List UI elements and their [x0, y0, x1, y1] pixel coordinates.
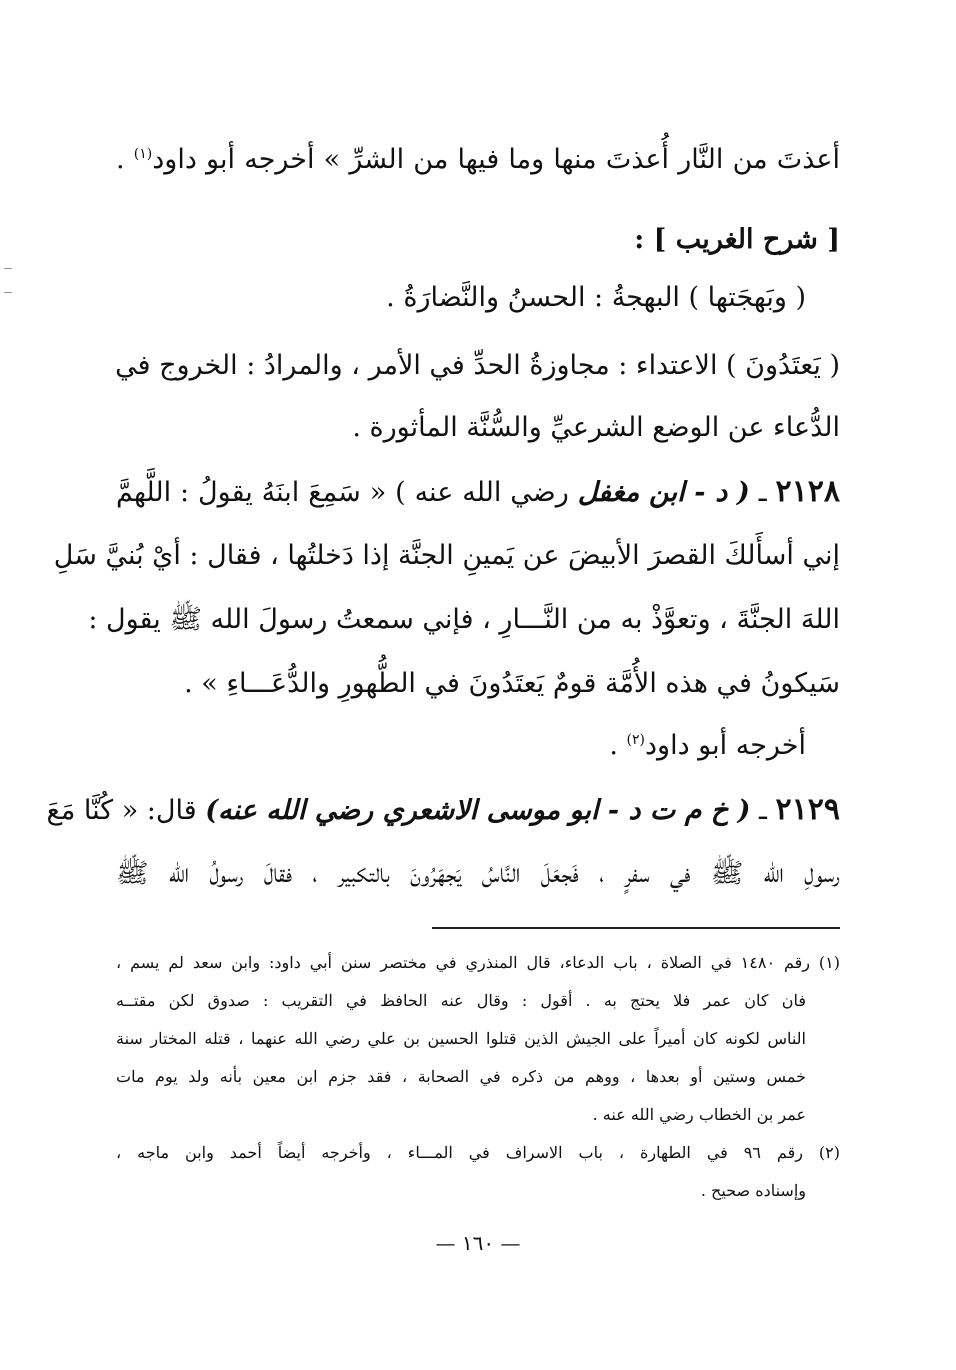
text-line-10-end: .	[609, 730, 618, 761]
text-line-1-end: .	[116, 144, 125, 175]
footnote-2-line-1: (٢) رقم ٩٦ في الطهارة ، باب الاسراف في المـــاء ، وأخرجه أيضاً أحمد وابن ماجه ،	[116, 1143, 841, 1162]
page-number: — ١٦٠ —	[435, 1231, 521, 1255]
footnote-1-line-2: فان كان عمر فلا يحتج به . أقول : وقال عنه الحافظ في التقريب : صدوق لكن مقتــه	[116, 991, 806, 1010]
text-line-8: اللهَ الجنَّةَ ، وتعوَّذْ به من النَّـــارِ ، فإني سمعتُ رسولَ الله ﷺ يقول :	[88, 604, 840, 635]
hadith-2128-dash: ـ	[758, 477, 767, 508]
hadith-2129-dash: ـ	[759, 795, 767, 826]
hadith-2128-heading	[116, 464, 840, 520]
text-line-9: سَيكونُ في هذه الأُمَّة قومٌ يَعتَدُونَ في الطُّهورِ والدُّعَـــاءِ » .	[184, 668, 840, 699]
hadith-2129-heading	[46, 782, 840, 838]
text-line-7: إني أسأَلكَ القصرَ الأبيضَ عن يَمينِ الجنَّة إذا دَخلتُها ، فقال : أيْ بُنيَّ سَلِ	[53, 540, 840, 571]
footnote-1-line-3: الناس لكونه كان أميراً على الجيش الذين قتلوا الحسين بن علي رضي الله عنهما ، قتله المختار سنة	[116, 1029, 806, 1048]
text-line-1-content: أعذتَ من النَّار أُعذتَ منها وما فيها من الشرِّ » أخرجه أبو داود	[152, 144, 840, 175]
footnote-ref-2: (٢)	[626, 732, 646, 748]
hadith-2128-intro: رضي الله عنه ) « سَمِعَ ابنَهُ يقولُ : اللَّهمَّ	[116, 477, 569, 508]
hadith-number-2129: ٢١٢٩	[775, 792, 840, 827]
text-line-5: الدُّعاء عن الوضع الشرعيِّ والسُّنَّة المأثورة .	[352, 412, 840, 443]
footnote-2-line-2: وإسناده صحيح .	[700, 1181, 806, 1200]
hadith-2128-narrator: ( د - ابن مغفل	[577, 477, 750, 508]
footnote-1-line-5: عمر بن الخطاب رضي الله عنه .	[592, 1105, 806, 1124]
text-line-3: ( وبَهجَتها ) البهجةُ : الحسنُ والنَّضارَةُ .	[386, 282, 806, 313]
text-line-1	[116, 132, 840, 188]
hadith-2129-narrator: ( خ م ت د - ابو موسى الاشعري رضي الله عنه)	[205, 795, 751, 826]
margin-mark-bottom	[4, 292, 12, 293]
footnote-ref-1: (١)	[133, 146, 153, 162]
gharib-heading: [ شرح الغريب ] :	[634, 224, 840, 255]
text-line-12: رسولِ الله ﷺ في سفرٍ ، فَجعَلَ النَّاسُ يَجهَرُونَ بالتكبير ، فقالَ رسولُ الله ﷺ	[116, 858, 840, 889]
footnote-1-line-4: خمس وستين أو بعدها ، ووهم من ذكره في الصحابة ، فقد جزم ابن معين بأنه ولد يوم مات	[116, 1067, 806, 1086]
hadith-2129-intro: قال: « كُنَّا مَعَ	[46, 795, 197, 826]
text-line-4: ( يَعتَدُونَ ) الاعتداء : مجاوزةُ الحدِّ في الأمر ، والمرادُ : الخروج في	[115, 350, 840, 381]
margin-mark-top	[4, 268, 12, 269]
text-line-10	[116, 718, 806, 774]
text-line-10-content: أخرجه أبو داود	[645, 730, 806, 761]
footnote-separator	[432, 927, 840, 929]
hadith-number-2128: ٢١٢٨	[775, 474, 840, 509]
footnote-1-line-1: (١) رقم ١٤٨٠ في الصلاة ، باب الدعاء، قال المنذري في مختصر سنن أبي داود: وابن سعد لم يسم ،	[116, 953, 841, 972]
